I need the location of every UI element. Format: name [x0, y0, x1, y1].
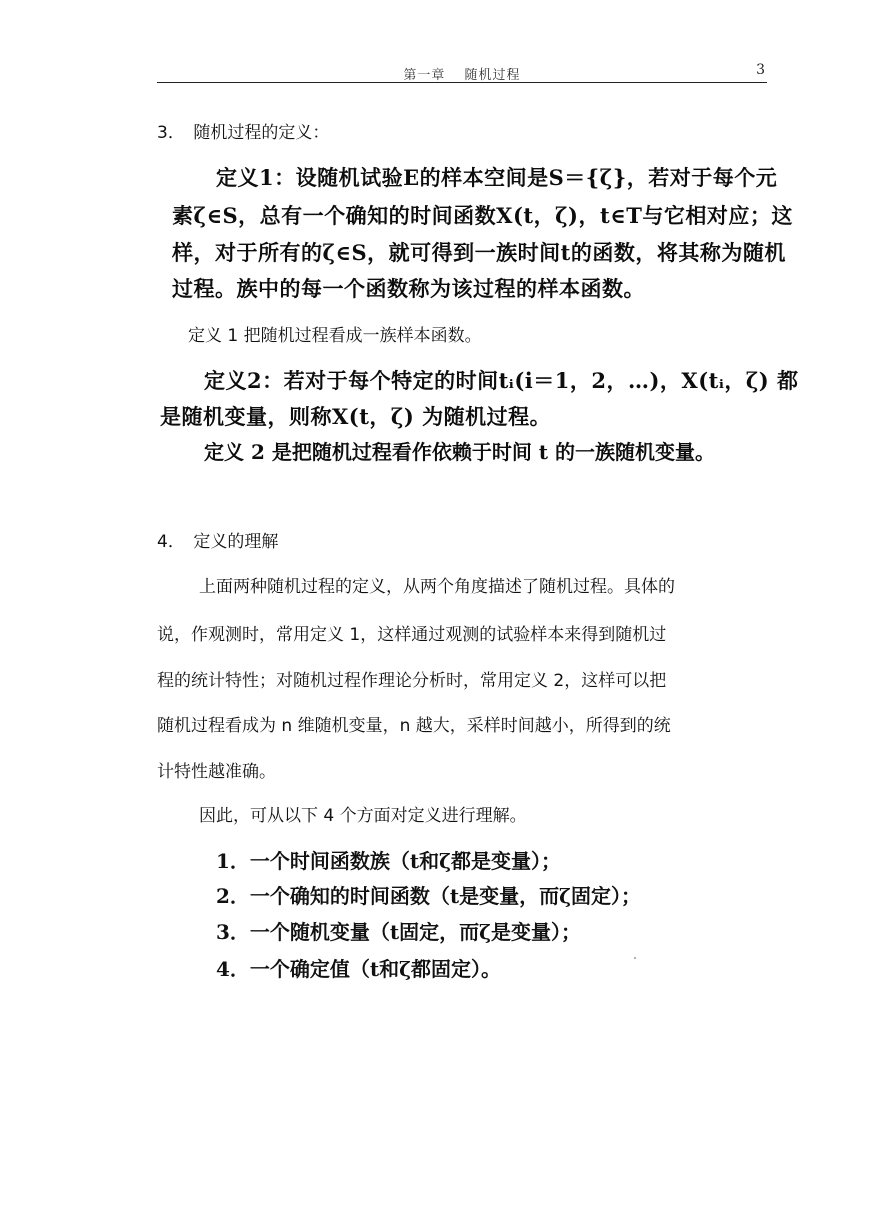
list-item: 3．一个随机变量（t固定，而ζ是变量）；	[216, 920, 581, 944]
paragraph-line: 随机过程看成为 n 维随机变量，n 越大，采样时间越小，所得到的统	[157, 716, 671, 736]
section-4-heading: 4． 定义的理解	[157, 532, 279, 552]
definition-2-note: 定义 2 是把随机过程看作依赖于时间 t 的一族随机变量。	[204, 440, 716, 464]
paragraph-line: 程的统计特性；对随机过程作理论分析时，常用定义 2，这样可以把	[157, 671, 667, 691]
paragraph-line: 计特性越准确。	[157, 762, 276, 782]
definition-1-line: 素ζ∈S，总有一个确知的时间函数X(t，ζ)，t∈T与它相对应；这	[172, 203, 793, 228]
paragraph-line: 说，作观测时，常用定义 1，这样通过观测的试验样本来得到随机过	[157, 625, 667, 645]
page-number: 3	[756, 62, 765, 78]
definition-2-line: 定义2：若对于每个特定的时间tᵢ(i＝1，2，…)，X(tᵢ，ζ) 都	[204, 368, 799, 393]
list-intro: 因此，可从以下 4 个方面对定义进行理解。	[199, 806, 527, 826]
definition-1-line: 过程。族中的每一个函数称为该过程的样本函数。	[172, 276, 645, 301]
list-item: 1．一个时间函数族（t和ζ都是变量）；	[216, 849, 561, 873]
page-header	[157, 62, 767, 83]
list-item: 2．一个确知的时间函数（t是变量，而ζ固定）；	[216, 884, 641, 908]
chapter-title: 第一章 随机过程	[403, 68, 521, 83]
list-item: 4．一个确定值（t和ζ都固定）。	[216, 957, 501, 981]
definition-2-line: 是随机变量，则称X(t，ζ) 为随机过程。	[160, 404, 552, 429]
scan-speck	[634, 957, 636, 959]
section-3-heading: 3． 随机过程的定义：	[157, 123, 330, 143]
definition-1-line: 样，对于所有的ζ∈S，就可得到一族时间t的函数，将其称为随机	[172, 240, 786, 265]
paragraph-line: 上面两种随机过程的定义，从两个角度描述了随机过程。具体的	[199, 577, 675, 597]
definition-1-line: 定义1：设随机试验E的样本空间是S＝{ζ}，若对于每个元	[216, 165, 778, 190]
definition-1-note: 定义 1 把随机过程看成一族样本函数。	[188, 326, 482, 346]
